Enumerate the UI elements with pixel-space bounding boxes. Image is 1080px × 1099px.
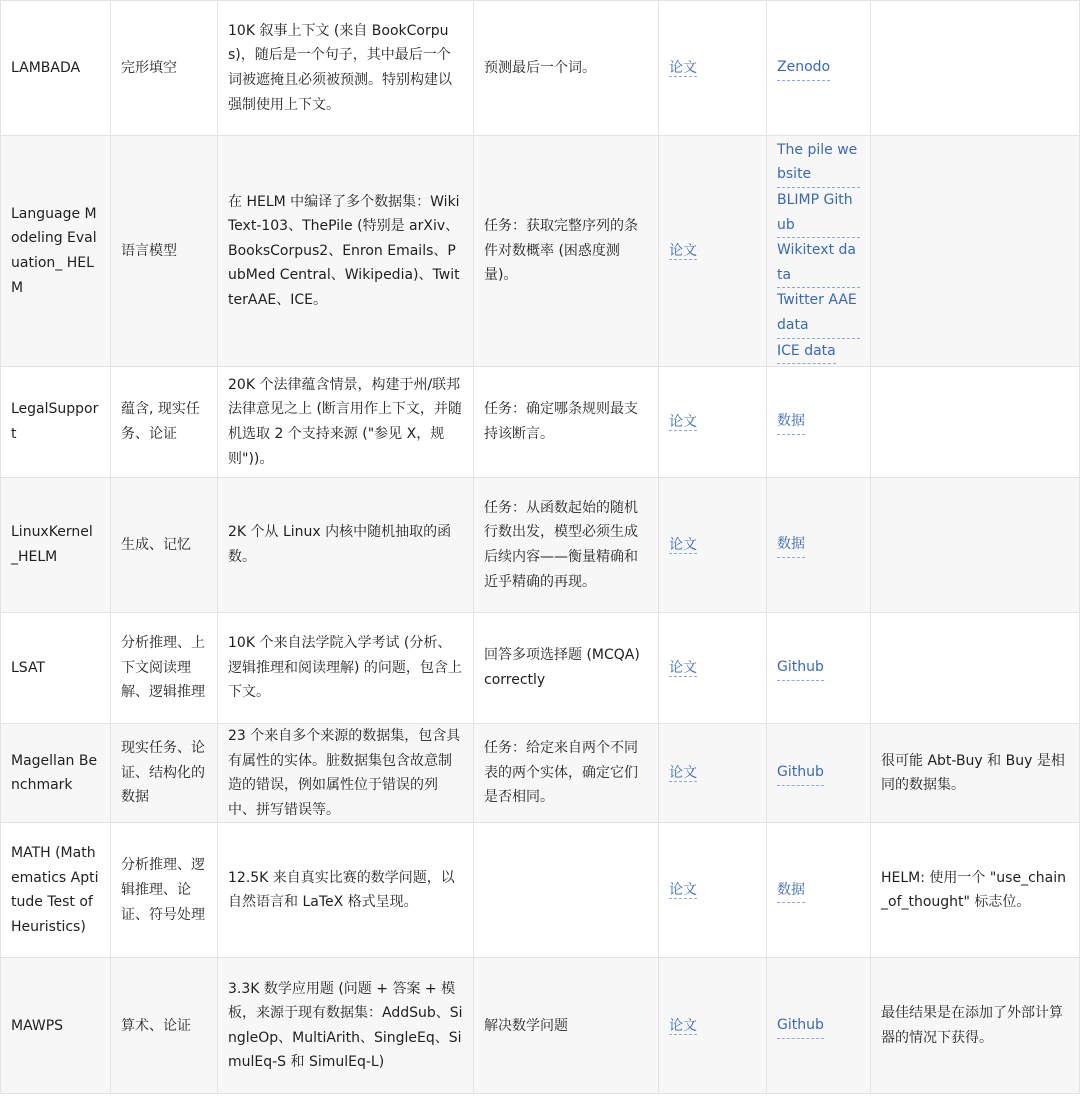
paper-cell [659,367,767,478]
task-cell: 任务：给定来自两个不同表的两个实体，确定它们是否相同。 [474,724,659,823]
task-cell: 预测最后一个词。 [474,1,659,136]
table-row [1,724,1080,823]
category-cell: 算术、论证 [111,958,218,1094]
links-cell [767,958,871,1094]
category-cell: 完形填空 [111,1,218,136]
description-cell: 10K 叙事上下文 (来自 BookCorpus)，随后是一个句子，其中最后一个词被遮掩且必须被预测。特别构建以强制使用上下文。 [218,1,474,136]
table-row [1,367,1080,478]
notes-cell: HELM: 使用一个 "use_chain_of_thought" 标志位。 [871,823,1080,958]
links-cell [767,136,871,367]
paper-link[interactable]: 论文 [669,59,697,76]
paper-cell [659,1,767,136]
description-cell: 12.5K 来自真实比赛的数学问题，以自然语言和 LaTeX 格式呈现。 [218,823,474,958]
table-row [1,1,1080,136]
notes-cell: 最佳结果是在添加了外部计算器的情况下获得。 [871,958,1080,1094]
description-cell: 10K 个来自法学院入学考试 (分析、逻辑推理和阅读理解) 的问题，包含上下文。 [218,613,474,724]
table-row [1,478,1080,613]
dataset-cell: Language Modeling Evaluation_ HELM [1,136,111,367]
resource-link[interactable]: Github [777,760,824,786]
description-cell: 2K 个从 Linux 内核中随机抽取的函数。 [218,478,474,613]
links-cell [767,613,871,724]
paper-cell [659,724,767,823]
paper-link[interactable]: 论文 [669,1017,697,1034]
notes-cell: 很可能 Abt-Buy 和 Buy 是相同的数据集。 [871,724,1080,823]
resource-link[interactable]: BLIMP Github [777,188,860,238]
category-cell: 现实任务、论证、结构化的数据 [111,724,218,823]
resource-link[interactable]: Twitter AAE data [777,288,860,338]
description-cell: 在 HELM 中编译了多个数据集：WikiText-103、ThePile (特别是 arXiv、BooksCorpus2、Enron Emails、PubMed Central、Wikipedia)、TwitterAAE、ICE。 [218,136,474,367]
dataset-cell: LAMBADA [1,1,111,136]
table-row [1,823,1080,958]
category-cell: 语言模型 [111,136,218,367]
description-cell: 3.3K 数学应用题 (问题 + 答案 + 模板，来源于现有数据集：AddSub、SingleOp、MultiArith、SingleEq、SimulEq-S 和 SimulEq-L) [218,958,474,1094]
paper-cell [659,958,767,1094]
task-cell: 解决数学问题 [474,958,659,1094]
category-cell: 分析推理、上下文阅读理解、逻辑推理 [111,613,218,724]
paper-cell [659,478,767,613]
links-cell [767,823,871,958]
links-cell [767,1,871,136]
resource-link[interactable]: The pile website [777,138,860,188]
resource-link[interactable]: 数据 [777,878,805,904]
notes-cell [871,613,1080,724]
paper-link[interactable]: 论文 [669,659,697,676]
paper-link[interactable]: 论文 [669,764,697,781]
paper-link[interactable]: 论文 [669,536,697,553]
notes-cell [871,1,1080,136]
category-cell: 分析推理、逻辑推理、论证、符号处理 [111,823,218,958]
task-cell: 回答多项选择题 (MCQA) correctly [474,613,659,724]
notes-cell [871,478,1080,613]
paper-cell [659,613,767,724]
paper-link[interactable]: 论文 [669,242,697,259]
dataset-cell: MAWPS [1,958,111,1094]
links-cell [767,478,871,613]
table-row [1,958,1080,1094]
description-cell: 20K 个法律蕴含情景，构建于州/联邦法律意见之上 (断言用作上下文，并随机选取 2 个支持来源 ("参见 X，规则"))。 [218,367,474,478]
links-cell [767,367,871,478]
resource-link[interactable]: ICE data [777,339,836,365]
dataset-cell: LinuxKernel _HELM [1,478,111,613]
links-cell [767,724,871,823]
resource-link[interactable]: Wikitext data [777,238,860,288]
resource-link[interactable]: 数据 [777,409,805,435]
category-cell: 蕴含, 现实任务、论证 [111,367,218,478]
task-cell [474,823,659,958]
paper-cell [659,136,767,367]
paper-link[interactable]: 论文 [669,413,697,430]
task-cell: 任务：确定哪条规则最支持该断言。 [474,367,659,478]
task-cell: 任务：获取完整序列的条件对数概率 (困惑度测量)。 [474,136,659,367]
resource-link[interactable]: Zenodo [777,55,830,81]
table-row [1,136,1080,367]
paper-cell [659,823,767,958]
notes-cell [871,367,1080,478]
dataset-cell: Magellan Benchmark [1,724,111,823]
resource-link[interactable]: 数据 [777,532,805,558]
description-cell: 23 个来自多个来源的数据集，包含具有属性的实体。脏数据集包含故意制造的错误，例如属性位于错误的列中、拼写错误等。 [218,724,474,823]
dataset-cell: MATH (Mathematics Aptitude Test of Heuristics) [1,823,111,958]
resource-link[interactable]: Github [777,1013,824,1039]
table-body [1,1,1080,1094]
dataset-cell: LegalSupport [1,367,111,478]
task-cell: 任务：从函数起始的随机行数出发，模型必须生成后续内容——衡量精确和近乎精确的再现。 [474,478,659,613]
paper-link[interactable]: 论文 [669,882,697,899]
dataset-cell: LSAT [1,613,111,724]
table-row [1,613,1080,724]
category-cell: 生成、记忆 [111,478,218,613]
resource-link[interactable]: Github [777,655,824,681]
notes-cell [871,136,1080,367]
